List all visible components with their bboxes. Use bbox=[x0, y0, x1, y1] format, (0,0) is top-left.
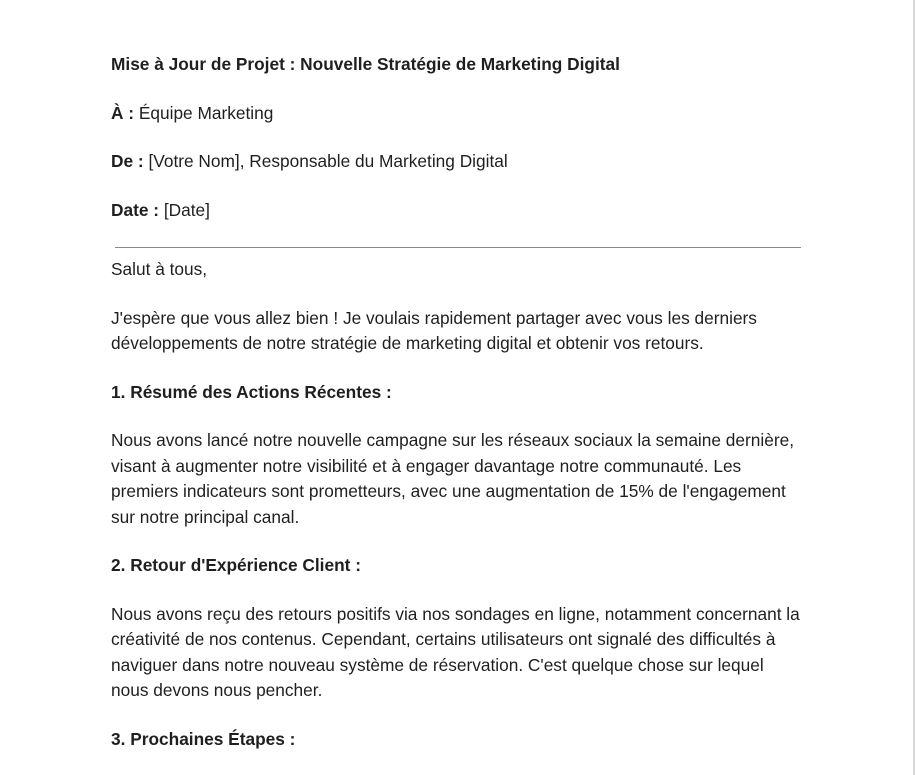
date-value: [Date] bbox=[163, 199, 210, 220]
greeting: Salut à tous, bbox=[111, 259, 208, 279]
section-heading: 3. Prochaines Étapes : bbox=[111, 728, 296, 749]
intro-paragraph: J'espère que vous allez bien ! Je voulais rapidement partager avec vous les derniers développements de notre stratégie de marketing digital et obtenir vos retours. bbox=[111, 307, 757, 353]
sender-label: De : bbox=[111, 151, 144, 171]
section-heading: 2. Retour d'Expérience Client : bbox=[111, 555, 361, 575]
section-heading: 1. Résumé des Actions Récentes : bbox=[111, 381, 392, 402]
sender-line bbox=[111, 149, 803, 175]
document-content bbox=[111, 52, 803, 775]
recipient-value: Équipe Marketing bbox=[138, 102, 274, 123]
document-title: Mise à Jour de Projet : Nouvelle Stratégie de Marketing Digital bbox=[111, 54, 620, 74]
section-paragraph: Nous avons lancé notre nouvelle campagne sur les réseaux sociaux la semaine dernière, visant à augmenter notre visibilité et à engager davantage notre communauté. Les premiers indicateurs sont prometteurs, avec une augmentation de 15% de l'engagement sur notre principal canal. bbox=[111, 430, 794, 527]
date-label: Date : bbox=[111, 199, 160, 220]
date-line bbox=[111, 198, 803, 224]
sender-value: [Votre Nom], Responsable du Marketing Digital bbox=[148, 151, 508, 171]
section-paragraph: Nous avons reçu des retours positifs via nos sondages en ligne, notamment concernant la créativité de nos contenus. Cependant, certains utilisateurs ont signalé des difficultés à naviguer dans notre nouveau système de réservation. C'est quelque chose sur lequel nous devons nous pencher. bbox=[111, 603, 800, 700]
recipient-label: À : bbox=[111, 102, 135, 123]
horizontal-divider bbox=[115, 247, 801, 248]
recipient-line bbox=[111, 101, 803, 127]
